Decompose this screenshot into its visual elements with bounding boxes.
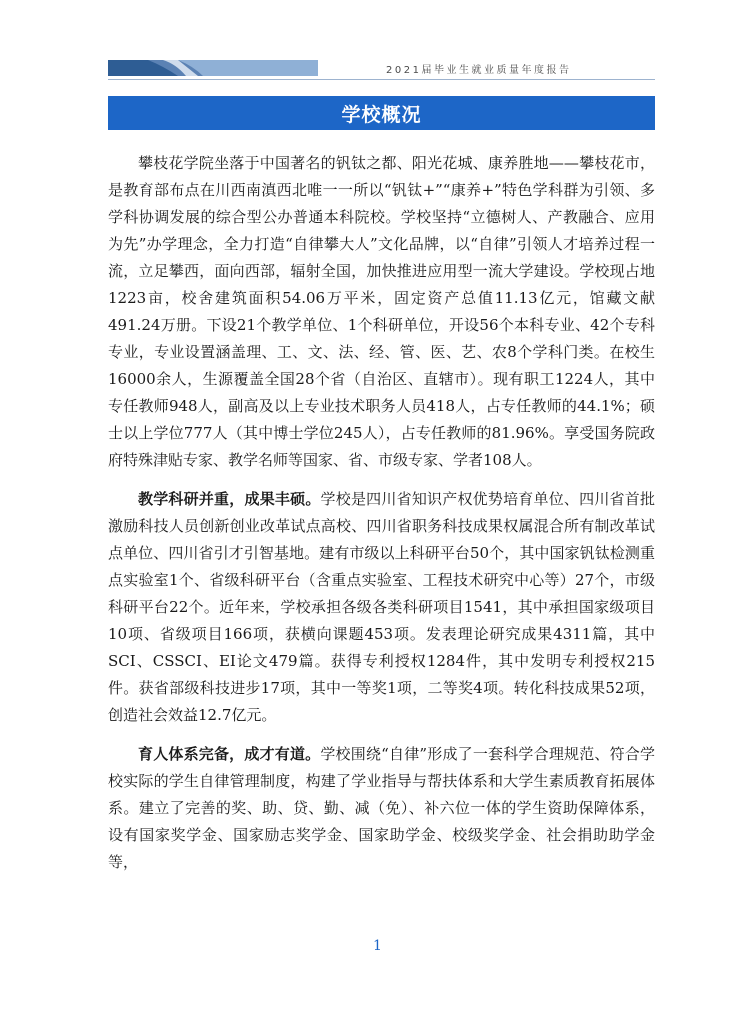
paragraph	[108, 150, 655, 474]
paragraph-text: 学校围绕“自律”形成了一套科学合理规范、符合学校实际的学生自律管理制度，构建了学业指导与帮扶体系和大学生素质教育拓展体系。建立了完善的奖、助、贷、勤、减（免）、补六位一体的学生资助保障体系，设有国家奖学金、国家励志奖学金、国家助学金、校级奖学金、社会捐助助学金等，	[108, 745, 655, 871]
paragraph-lead: 育人体系完备，成才有道。	[138, 745, 321, 763]
header-logo-band	[108, 60, 318, 76]
paragraph	[108, 741, 655, 876]
body-text	[108, 150, 655, 888]
report-header-title: 2021届毕业生就业质量年度报告	[386, 65, 572, 76]
page-number: 1	[373, 938, 382, 954]
wave-decoration-icon	[108, 60, 318, 76]
section-title: 学校概况	[341, 103, 422, 126]
paragraph-text: 攀枝花学院坐落于中国著名的钒钛之都、阳光花城、康养胜地——攀枝花市，是教育部布点在川西南滇西北唯一一所以“钒钛+”“康养+”特色学科群为引领、多学科协调发展的综合型公办普通本科院校。学校坚持“立德树人、产教融合、应用为先”办学理念，全力打造“自律攀大人”文化品牌，以“自律”引领人才培养过程一流，立足攀西，面向西部，辐射全国，加快推进应用型一流大学建设。学校现占地1223亩，校舍建筑面积54.06万平米，固定资产总值11.13亿元，馆藏文献491.24万册。下设21个教学单位、1个科研单位，开设56个本科专业、42个专科专业，专业设置涵盖理、工、文、法、经、管、医、艺、农8个学科门类。在校生16000余人，生源覆盖全国28个省（自治区、直辖市）。现有职工1224人，其中专任教师948人，副高及以上专业技术职务人员418人，占专任教师的44.1%；硕士以上学位777人（其中博士学位245人），占专任教师的81.96%。享受国务院政府特殊津贴专家、教学名师等国家、省、市级专家、学者108人。	[108, 154, 655, 469]
paragraph	[108, 486, 655, 729]
paragraph-text: 学校是四川省知识产权优势培育单位、四川省首批激励科技人员创新创业改革试点高校、四川省职务科技成果权属混合所有制改革试点单位、四川省引才引智基地。建有市级以上科研平台50个，其中国家钒钛检测重点实验室1个、省级科研平台（含重点实验室、工程技术研究中心等）27个，市级科研平台22个。近年来，学校承担各级各类科研项目1541，其中承担国家级项目10项、省级项目166项，获横向课题453项。发表理论研究成果4311篇，其中SCI、CSSCI、EI论文479篇。获得专利授权1284件，其中发明专利授权215件。获省部级科技进步17项，其中一等奖1项，二等奖4项。转化科技成果52项，创造社会效益12.7亿元。	[108, 490, 655, 724]
header-divider	[108, 79, 655, 80]
section-title-bar	[108, 96, 655, 130]
paragraph-lead: 教学科研并重，成果丰硕。	[138, 490, 321, 508]
